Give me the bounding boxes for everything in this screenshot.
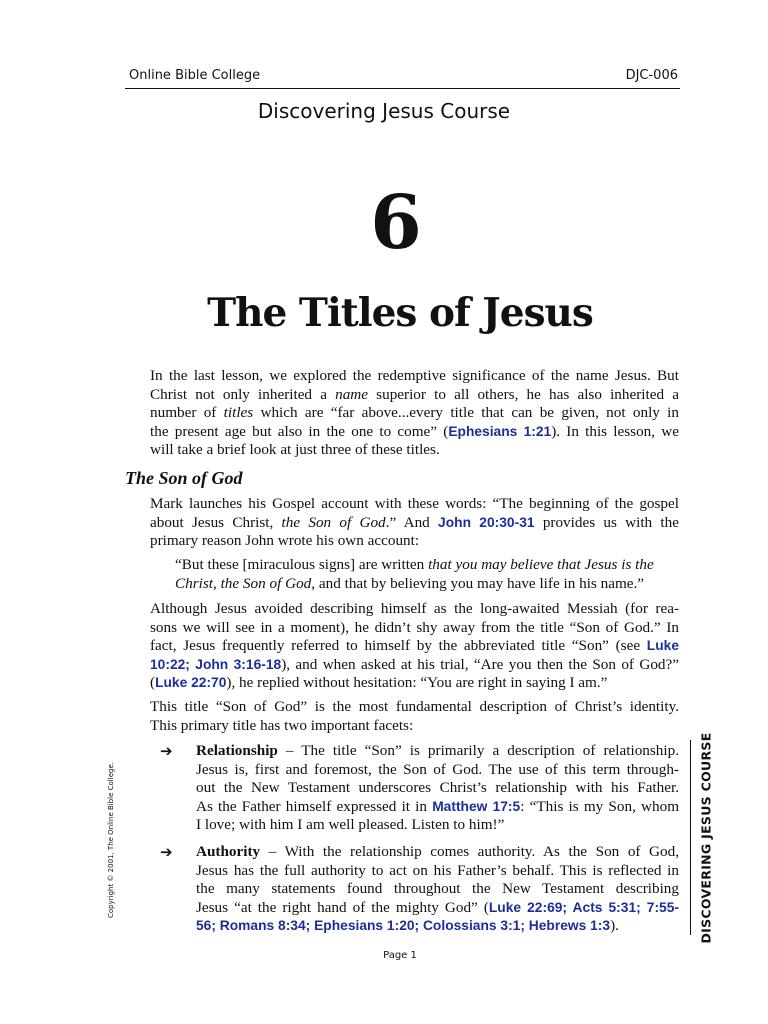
text: number of xyxy=(150,404,224,422)
course-title: Discovering Jesus Course xyxy=(257,99,511,123)
intro-line xyxy=(150,404,679,423)
bullet-authority xyxy=(196,843,679,936)
copyright-text: Copyright © 2001, The Online Bible College. xyxy=(107,762,115,918)
bullet-line xyxy=(196,742,679,761)
paragraph-fundamental xyxy=(150,698,679,735)
page-number: Page 1 xyxy=(383,950,417,961)
para-line: This title “Son of God” is the most fundamental description of Christ’s identity. xyxy=(150,698,679,715)
quote-line xyxy=(175,575,679,594)
text: superior to all others, he has also inherited a xyxy=(368,385,679,403)
bullet-line xyxy=(196,917,679,936)
text: ). In this lesson, we xyxy=(551,422,679,440)
paragraph-mark-gospel xyxy=(150,495,679,551)
bullet-line xyxy=(196,843,679,862)
text: Christ not only inherited a xyxy=(150,385,336,403)
scripture-reference-link[interactable]: Luke 22:70 xyxy=(155,675,227,691)
running-header xyxy=(125,66,680,89)
emphasis: titles xyxy=(223,404,254,422)
section-heading: The Son of God xyxy=(125,468,243,488)
block-quote xyxy=(175,556,679,593)
bullet-relationship xyxy=(196,742,679,835)
para-line: Mark launches his Gospel account with these words: “The beginning of the gospel xyxy=(150,495,679,512)
text: ), he replied without hesitation: “You are right in saying I am.” xyxy=(226,674,608,692)
scripture-reference-link[interactable]: 56; Romans 8:34; Ephesians 1:20; Colossians 3:1; Hebrews 1:3 xyxy=(196,918,611,934)
scripture-reference-link[interactable]: Ephesians 1:21 xyxy=(448,423,552,439)
side-label-text: DISCOVERING JESUS COURSE xyxy=(698,731,714,944)
emphasis: the Son of God xyxy=(281,513,386,531)
course-code: DJC-006 xyxy=(625,68,678,83)
text: , and that by believing you may have life in his name.” xyxy=(311,574,645,592)
bullet-line: the many statements found throughout the New Testament describing xyxy=(196,880,679,898)
bullet-line: I love; with him I am well pleased. Listen to him!” xyxy=(196,816,505,834)
text: : “This is my Son, whom xyxy=(520,797,680,815)
text: about Jesus Christ, xyxy=(150,513,282,531)
scripture-reference-link[interactable]: John 20:30-31 xyxy=(438,514,535,530)
scripture-reference-link[interactable]: Luke xyxy=(646,638,679,654)
para-line xyxy=(150,656,679,675)
bullet-line xyxy=(196,899,679,918)
emphasis: that you may believe that Jesus is the xyxy=(428,556,654,573)
arrow-bullet-icon: ➔ xyxy=(160,845,173,861)
scripture-reference-link[interactable]: Luke 22:69; Acts 5:31; 7:55- xyxy=(488,899,679,915)
lesson-title: The Titles of Jesus xyxy=(207,290,593,336)
intro-line: will take a brief look at just three of these titles. xyxy=(150,441,440,459)
bullet-line: out the New Testament underscores Christ’s relationship with his Father. xyxy=(196,779,679,797)
text: – The title “Son” is primarily a description of relationship. xyxy=(277,742,679,759)
copyright-notice xyxy=(104,750,118,930)
college-name: Online Bible College xyxy=(129,68,261,83)
text: ( xyxy=(150,674,156,692)
text: provides us with the xyxy=(534,513,679,531)
bullet-term: Relationship xyxy=(196,742,278,759)
text: fact, Jesus frequently referred to himself by the abbreviated title “Son” (see xyxy=(150,637,647,655)
lesson-number: 6 xyxy=(370,180,422,266)
para-line xyxy=(150,674,679,693)
paragraph-son-title xyxy=(150,600,679,693)
arrow-bullet-icon: ➔ xyxy=(160,744,173,760)
para-line: primary reason John wrote his own account: xyxy=(150,532,420,550)
bullet-line: Jesus has the full authority to act on his Father’s behalf. This is reflected in xyxy=(196,861,679,879)
emphasis: name xyxy=(335,385,369,403)
para-line: This primary title has two important facets: xyxy=(150,716,414,734)
text: As the Father himself expressed it in xyxy=(196,797,433,815)
intro-line: In the last lesson, we explored the redemptive significance of the name Jesus. But xyxy=(150,367,679,384)
text: – With the relationship comes authority. As the Son of God, xyxy=(260,843,679,860)
text: .” And xyxy=(385,513,439,531)
side-course-label xyxy=(695,731,717,944)
text: Jesus “at the right hand of the mighty God” ( xyxy=(196,898,489,916)
para-line: sons we will see in a moment), he didn’t shy away from the title “Son of God.” In xyxy=(150,618,679,636)
emphasis: Christ, the Son of God xyxy=(175,574,312,592)
para-line: Although Jesus avoided describing himself as the long-awaited Messiah (for rea- xyxy=(150,600,679,617)
intro-line xyxy=(150,423,679,442)
text: ). xyxy=(610,917,619,935)
text: the present age but also in the one to come” ( xyxy=(150,422,449,440)
intro-line xyxy=(150,386,679,405)
intro-paragraph xyxy=(150,367,679,460)
side-divider xyxy=(690,740,691,935)
bullet-term: Authority xyxy=(196,843,261,860)
scripture-reference-link[interactable]: 10:22; John 3:16-18 xyxy=(150,656,282,672)
text: “But these [miraculous signs] are written xyxy=(175,556,429,573)
quote-line xyxy=(175,556,679,575)
para-line xyxy=(150,514,679,533)
bullet-line: Jesus is, first and foremost, the Son of God. The use of this term through- xyxy=(196,760,679,778)
text: ), and when asked at his trial, “Are you then the Son of God?” xyxy=(281,655,679,673)
text: which are “far above...every title that can be given, not only in xyxy=(253,404,679,422)
para-line xyxy=(150,637,679,656)
bullet-line xyxy=(196,798,679,817)
scripture-reference-link[interactable]: Matthew 17:5 xyxy=(432,798,521,814)
